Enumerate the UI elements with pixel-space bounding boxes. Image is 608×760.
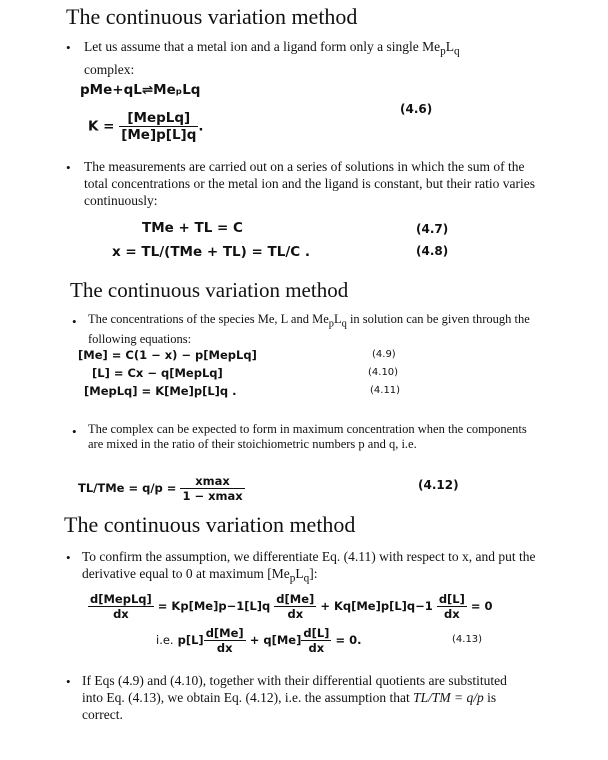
bullet-marker: • bbox=[66, 550, 71, 565]
fraction bbox=[180, 474, 244, 503]
fraction-numerator: d[MepLq] bbox=[90, 592, 152, 606]
text-segment: L bbox=[295, 566, 304, 581]
bullet-text-conclusion bbox=[82, 672, 522, 723]
text-segment-italic: TL/TM = q/p bbox=[413, 690, 484, 705]
bullet-marker: • bbox=[66, 160, 71, 175]
fraction-denominator: 1 − xmax bbox=[182, 489, 243, 503]
fraction-numerator: d[Me] bbox=[205, 626, 244, 640]
text-segment: ]: bbox=[309, 566, 318, 581]
equation-4-7: TMe + TL = C bbox=[142, 220, 243, 236]
equation-4-6 bbox=[88, 110, 204, 143]
section-title-1: The continuous variation method bbox=[66, 4, 358, 29]
fraction-numerator: xmax bbox=[180, 474, 244, 489]
fraction bbox=[437, 592, 467, 621]
equation-4-12 bbox=[78, 474, 245, 503]
text-segment: Let us assume that a metal ion and a ligand form only a single Me bbox=[84, 39, 441, 54]
subscript: p bbox=[440, 45, 446, 58]
equation-number: (4.9) bbox=[372, 349, 396, 360]
text-segment: The concentrations of the species Me, L and Me bbox=[88, 312, 329, 326]
bullet-marker: • bbox=[66, 674, 71, 689]
equation-number: (4.11) bbox=[370, 385, 401, 396]
fraction-denominator: dx bbox=[444, 607, 460, 621]
eq-term: p[L] bbox=[177, 633, 204, 647]
equation-4-8: x = TL/(TMe + TL) = TL/C . bbox=[112, 244, 311, 260]
equation-4-9: [Me] = C(1 − x) − p[MepLq] bbox=[78, 348, 257, 362]
bullet-text-differentiate bbox=[82, 548, 542, 588]
eq-lhs: TL/TMe = q/p = bbox=[78, 481, 177, 495]
fraction bbox=[301, 626, 331, 655]
fraction bbox=[88, 592, 154, 621]
text-segment: L bbox=[333, 312, 342, 326]
text-segment: To confirm the assumption, we differentiate Eq. (4.11) with respect to x, and put the derivative equal to 0 at maximum [Me bbox=[82, 549, 536, 581]
eq-term: = Kp[Me]p−1[L]q bbox=[157, 599, 271, 613]
subscript: p bbox=[328, 318, 334, 330]
section-title-2: The continuous variation method bbox=[70, 278, 349, 302]
eq-lhs: K = bbox=[88, 118, 115, 135]
eq-dot: . bbox=[198, 118, 204, 135]
text-segment: is correct. bbox=[82, 690, 497, 722]
eq-term: = 0 bbox=[470, 599, 493, 613]
fraction-denominator: dx bbox=[287, 607, 304, 621]
fraction-denominator: [Me]p[L]q bbox=[121, 127, 197, 143]
equation-reaction: pMe+qL⇌MeₚLq bbox=[80, 82, 201, 98]
equation-number: (4.13) bbox=[452, 634, 483, 645]
fraction-denominator: dx bbox=[216, 641, 233, 655]
eq-term: + Kq[Me]p[L]q−1 bbox=[320, 599, 433, 613]
section-title-3: The continuous variation method bbox=[64, 512, 356, 537]
equation-number: (4.7) bbox=[416, 222, 449, 236]
fraction bbox=[119, 110, 198, 143]
fraction bbox=[274, 592, 316, 621]
equation-number: (4.6) bbox=[400, 102, 433, 116]
fraction-numerator: d[L] bbox=[303, 626, 330, 640]
fraction-numerator: d[L] bbox=[438, 592, 465, 606]
equation-4-10: [L] = Cx − q[MepLq] bbox=[92, 366, 223, 380]
subscript: q bbox=[341, 318, 347, 330]
fraction-numerator: d[Me] bbox=[276, 592, 315, 606]
equation-number: (4.12) bbox=[418, 478, 459, 492]
eq-term: + q[Me] bbox=[249, 633, 302, 647]
bullet-marker: • bbox=[72, 424, 77, 439]
text-segment: in solution can be given through the following equations: bbox=[88, 312, 530, 346]
text-segment: L bbox=[445, 39, 455, 54]
eq-ie: i.e. bbox=[156, 633, 174, 647]
bullet-text-assumption bbox=[84, 38, 554, 78]
bullet-marker: • bbox=[66, 40, 71, 55]
text-segment: complex: bbox=[84, 61, 135, 77]
fraction-numerator: [MepLq] bbox=[119, 110, 198, 127]
subscript: q bbox=[454, 45, 460, 58]
equation-4-13 bbox=[156, 626, 361, 655]
subscript: p bbox=[289, 572, 296, 585]
eq-term: = 0. bbox=[335, 633, 362, 647]
bullet-text-concentrations bbox=[88, 312, 538, 347]
equation-number: (4.10) bbox=[368, 367, 399, 378]
fraction-denominator: dx bbox=[308, 641, 325, 655]
subscript: q bbox=[303, 572, 310, 585]
fraction-denominator: dx bbox=[113, 607, 129, 621]
fraction bbox=[204, 626, 246, 655]
bullet-text-measurements: The measurements are carried out on a series of solutions in which the sum of the total concentrations or the metal ion and the ligand is constant, but their ratio varies continuously: bbox=[84, 159, 535, 208]
equation-4-11: [MepLq] = K[Me]p[L]q . bbox=[84, 384, 237, 398]
bullet-marker: • bbox=[72, 314, 77, 329]
bullet-text-maximum: The complex can be expected to form in maximum concentration when the components are mixed in the ratio of their stoichiometric numbers p and q, i.e. bbox=[88, 422, 527, 451]
equation-derivative bbox=[88, 592, 493, 621]
equation-number: (4.8) bbox=[416, 244, 449, 258]
text-segment: If Eqs (4.9) and (4.10), together with their differential quotients are substituted into Eq. (4.13), we obtain Eq. (4.12), i.e. the assumption that bbox=[82, 673, 507, 705]
